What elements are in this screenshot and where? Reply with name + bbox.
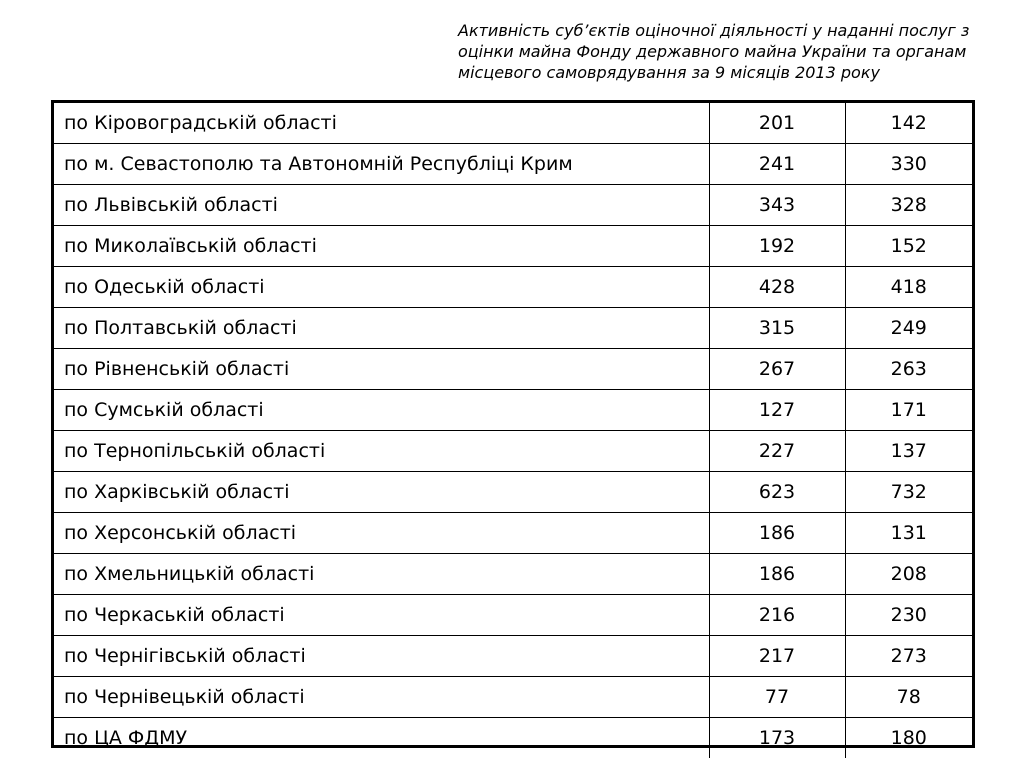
- value-cell-1: 127: [709, 390, 845, 431]
- table-row: [54, 185, 972, 226]
- value-cell-2: 142: [845, 103, 972, 144]
- table-row: [54, 554, 972, 595]
- value-cell-1: 186: [709, 554, 845, 595]
- region-cell: по Харківській області: [54, 472, 709, 513]
- table-row: [54, 636, 972, 677]
- region-cell: по Полтавській області: [54, 308, 709, 349]
- value-cell-2: 328: [845, 185, 972, 226]
- region-cell: по ЦА ФДМУ: [54, 718, 709, 759]
- caption-line: місцевого самоврядування за 9 місяців 2013 року: [458, 63, 880, 82]
- region-cell: по Львівській області: [54, 185, 709, 226]
- region-cell: по Кіровоградській області: [54, 103, 709, 144]
- table-row: [54, 390, 972, 431]
- value-cell-2: 137: [845, 431, 972, 472]
- value-cell-2: 131: [845, 513, 972, 554]
- value-cell-2: 732: [845, 472, 972, 513]
- value-cell-2: 330: [845, 144, 972, 185]
- table-caption: [458, 20, 998, 83]
- value-cell-2: 208: [845, 554, 972, 595]
- table-row: [54, 226, 972, 267]
- table-row: [54, 144, 972, 185]
- region-cell: по Сумській області: [54, 390, 709, 431]
- value-cell-1: 186: [709, 513, 845, 554]
- value-cell-2: 180: [845, 718, 972, 759]
- value-cell-1: 623: [709, 472, 845, 513]
- value-cell-2: 263: [845, 349, 972, 390]
- table-row: [54, 349, 972, 390]
- value-cell-1: 217: [709, 636, 845, 677]
- value-cell-2: 78: [845, 677, 972, 718]
- region-cell: по Хмельницькій області: [54, 554, 709, 595]
- table-row: [54, 103, 972, 144]
- region-cell: по Чернівецькій області: [54, 677, 709, 718]
- region-cell: по Рівненській області: [54, 349, 709, 390]
- table-row: [54, 308, 972, 349]
- caption-line: Активність суб’єктів оціночної діяльності у наданні послуг з: [458, 21, 970, 40]
- data-table: [54, 103, 972, 758]
- table-row: [54, 472, 972, 513]
- value-cell-1: 343: [709, 185, 845, 226]
- caption-line: оцінки майна Фонду державного майна України та органам: [458, 42, 967, 61]
- value-cell-1: 77: [709, 677, 845, 718]
- value-cell-1: 173: [709, 718, 845, 759]
- table-row: [54, 267, 972, 308]
- value-cell-1: 216: [709, 595, 845, 636]
- value-cell-1: 201: [709, 103, 845, 144]
- region-cell: по Одеській області: [54, 267, 709, 308]
- value-cell-1: 241: [709, 144, 845, 185]
- table-row: [54, 513, 972, 554]
- value-cell-1: 315: [709, 308, 845, 349]
- region-cell: по Черкаській області: [54, 595, 709, 636]
- value-cell-1: 192: [709, 226, 845, 267]
- value-cell-2: 418: [845, 267, 972, 308]
- table-row: [54, 595, 972, 636]
- region-cell: по Херсонській області: [54, 513, 709, 554]
- value-cell-2: 152: [845, 226, 972, 267]
- value-cell-1: 227: [709, 431, 845, 472]
- value-cell-2: 230: [845, 595, 972, 636]
- table-row: [54, 677, 972, 718]
- value-cell-2: 171: [845, 390, 972, 431]
- table-row: [54, 718, 972, 759]
- data-table-frame: [51, 100, 975, 748]
- region-cell: по Тернопільській області: [54, 431, 709, 472]
- table-row: [54, 431, 972, 472]
- region-cell: по Чернігівській області: [54, 636, 709, 677]
- value-cell-1: 267: [709, 349, 845, 390]
- value-cell-2: 249: [845, 308, 972, 349]
- region-cell: по Миколаївській області: [54, 226, 709, 267]
- table-body: [54, 103, 972, 758]
- value-cell-1: 428: [709, 267, 845, 308]
- region-cell: по м. Севастополю та Автономній Республіці Крим: [54, 144, 709, 185]
- value-cell-2: 273: [845, 636, 972, 677]
